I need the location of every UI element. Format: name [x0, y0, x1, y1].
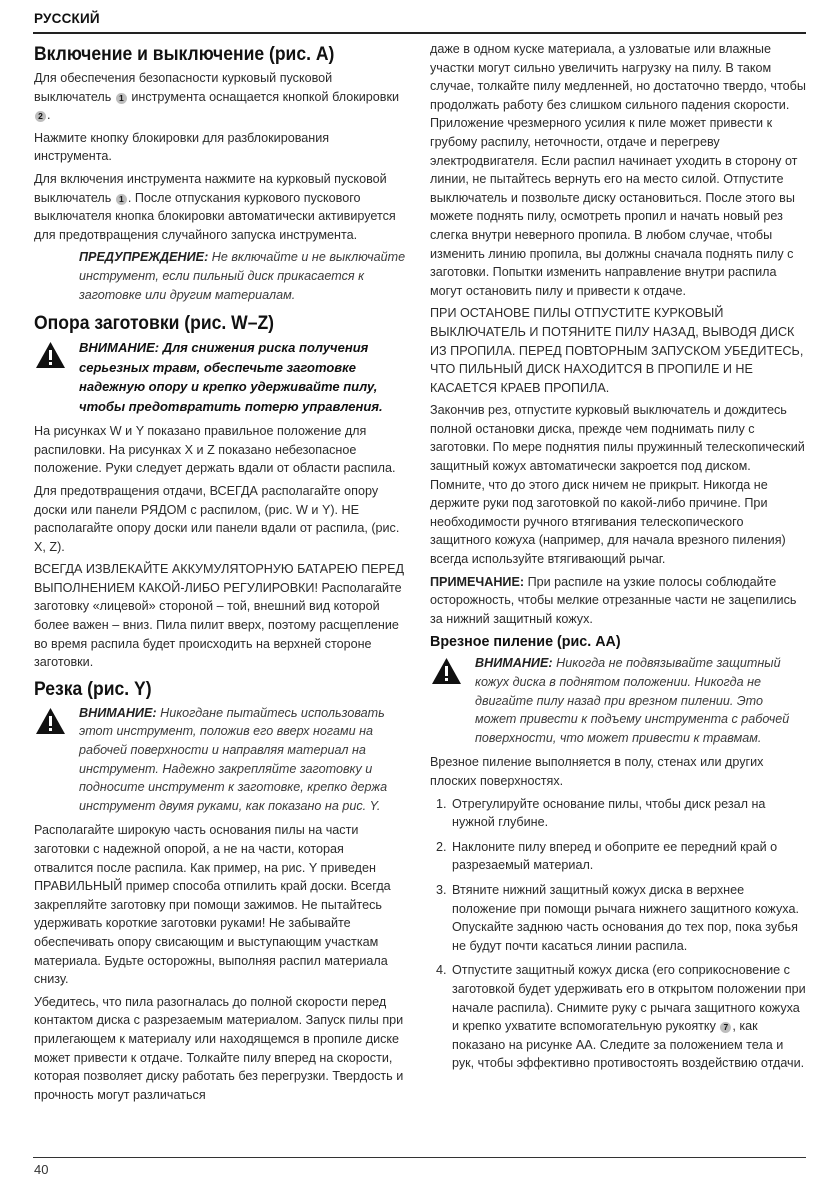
section-title-on-off: Включение и выключение (рис. A): [34, 43, 335, 65]
step-number: 1.: [436, 796, 447, 811]
caution-label: ПРЕДУПРЕЖДЕНИЕ:: [79, 250, 209, 265]
paragraph-switch-on: [34, 170, 406, 244]
step-text: Отрегулируйте основание пилы, чтобы диск резал на нужной глубине.: [452, 796, 766, 830]
caution-text: Не включайте и не выключайте инструмент, если пильный диск прикасается к заготовке или другим материалам.: [79, 250, 406, 302]
page-number: 40: [34, 1162, 49, 1177]
callout-number-2: 2: [35, 111, 46, 122]
callout-number-1: 1: [116, 194, 127, 205]
warning-triangle-icon: [35, 341, 66, 369]
step-text: Втяните нижний защитный кожух диска в верхнее положение при помощи рычага нижнего защитного кожуха. Опускайте заднюю часть основания до тех пор, пока зубья не будут почти касаться линии распила.: [452, 882, 799, 953]
paragraph-continued: даже в одном куске материала, а узловатые или влажные участки могут сильно увеличить нагрузку на пилу. В таком случае, толкайте пилу медленней, но достаточно твердо, чтобы продолжать работу без слишком сильного падения скорости. Приложение чрезмерного усилия к пиле может привести к грубому распилу, неточности, отдаче и перегреву электродвигателя. Если распил начинает уходить в сторону от линии, не пытайтесь вернуть его на место силой. Отпустите выключатель и позвольте диску остановиться. После этого вы можете поднять пилу, осмотреть пропил и начать новый рез слегка внутри неверного пропила. В любом случае, чтобы изменить линию пропила, вы должны сначала поднять пилу с заготовки. Попытки изменить направление внутри распила могут остановить пилу и привести к отдаче.: [430, 42, 806, 298]
text-run: .: [47, 108, 51, 123]
section-title-plunge-cut: Врезное пиление (рис. AA): [430, 634, 621, 651]
warning-label: ВНИМАНИЕ:: [79, 705, 157, 720]
callout-number-1: 1: [116, 93, 127, 104]
paragraph-plunge-intro: Врезное пиление выполняется в полу, стенах или других плоских поверхностях.: [430, 755, 764, 788]
paragraph-stop-caps: ПРИ ОСТАНОВЕ ПИЛЫ ОТПУСТИТЕ КУРКОВЫЙ ВЫКЛЮЧАТЕЛЬ И ПОТЯНИТЕ ПИЛУ НАЗАД, ВЫВОДЯ ДИСК ИЗ ПРОПИЛА. ПЕРЕД ПОВТОРНЫМ ЗАПУСКОМ УБЕДИТЕСЬ, ЧТО ПИЛЬНЫЙ ДИСК НАХОДИТСЯ В ПРОПИЛЕ И НЕ КАСАЕТСЯ КРАЕВ ПРОПИЛА.: [430, 306, 804, 395]
paragraph-unlock: Нажмите кнопку блокировки для разблокирования инструмента.: [34, 130, 330, 164]
paragraph-kickback: Для предотвращения отдачи, ВСЕГДА располагайте опору доски или панели РЯДОМ с распилом, (рис. W и Y). НЕ располагайте опору доски или панели вдали от распила, (рис. X, Z).: [34, 483, 400, 554]
step-number: 2.: [436, 839, 447, 854]
paragraph-finish-cut: Закончив рез, отпустите курковый выключатель и дождитесь полной остановки диска, прежде чем поднимать пилу с заготовки. По мере поднятия пилы пружинный телескопический защитный кожух автоматически закроется под диском. Помните, что до этого диск ничем не прикрыт. Никогда не держите руки под заготовкой по какой-либо причине. При необходимости ручного втягивания телескопического защитного кожуха (например, для начала врезного пиления) всегда используйте втягивающий рычаг.: [430, 403, 805, 567]
warning-text: [79, 704, 406, 816]
warning-text: ВНИМАНИЕ: Для снижения риска получения серьезных травм, обеспечьте заготовке надежную опору и крепко удерживайте пилу, чтобы предотвратить потерю управления.: [79, 340, 383, 414]
warning-label: ВНИМАНИЕ:: [475, 656, 553, 671]
step-number: 4.: [436, 963, 447, 978]
text-run: инструмента оснащается кнопкой блокировки: [131, 89, 400, 104]
paragraph-full-speed: Убедитесь, что пила разогналась до полной скорости перед контактом диска с разрезаемым материалом. Запуск пилы при прилегающем к материалу или находящемся в пропиле диске может привести к отдаче. Толкайте пилу вперед на скорости, которая позволяет диску работать без перегрузки. Твердость и прочность могут различаться: [34, 994, 404, 1102]
warning-block: [34, 338, 406, 416]
text-run: . После отпускания куркового пускового выключателя кнопка блокировки автоматически активируется для предотвращения случайного запуска инструмента.: [34, 190, 396, 242]
warning-triangle-icon: [35, 707, 66, 735]
text-run: , как показано на рисунке AA. Следите за положением тела и рук, чтобы эффективно противостоять воздействию отдачи.: [452, 1019, 805, 1071]
list-item: [430, 795, 806, 832]
paragraph-figures: На рисунках W и Y показано правильное положение для распиловки. На рисунках X и Z показано небезопасное положение. Руки следует держать вдали от области распила.: [34, 424, 396, 476]
step-number: 3.: [436, 882, 447, 897]
warning-block: [34, 704, 406, 816]
list-item: [430, 838, 806, 875]
section-title-workpiece-support: Опора заготовки (рис. W–Z): [34, 312, 275, 335]
text-run: Отпустите защитный кожух диска (его соприкосновение с заготовкой будет удерживать его в открытом положении при начале распила). Снимите руку с рычага защитного кожуха и крепко ухватите вспомогательную рукоятку: [452, 963, 806, 1034]
warning-triangle-icon: [431, 657, 462, 685]
list-item: [430, 961, 806, 1073]
note-text: При распиле на узкие полосы соблюдайте осторожность, чтобы мелкие отрезанные части не зацепились за нижний защитный кожух.: [430, 574, 797, 626]
steps-list: [430, 795, 806, 1073]
header-divider: [33, 32, 806, 34]
step-text: Наклоните пилу вперед и обоприте ее передний край о разрезаемый материал.: [452, 839, 778, 873]
section-title-cutting: Резка (рис. Y): [34, 677, 152, 700]
step-text: [452, 963, 806, 1070]
text-run: Никогда не подвязывайте защитный кожух диска в поднятом положении. Никогда не двигайте пилу назад при врезном пилении. Это может привести к подъему инструмента с рабочей поверхности, что может привести к травмам.: [475, 656, 790, 745]
paragraph-base-position: Располагайте широкую часть основания пилы на части заготовки с надежной опорой, а не на части, которая отвалится после распила. Как пример, на рис. Y приведен ПРАВИЛЬНЫЙ пример способа отпилить край доски. Всегда закрепляйте заготовку при помощи зажимов. Не пытайтесь удерживать короткие заготовки руками! Не забывайте обеспечивать опору свисающим и выступающим участкам материала. Будьте осторожны, выполняя распил материала снизу.: [34, 823, 391, 987]
left-column: [34, 40, 406, 1108]
paragraph-battery: ВСЕГДА ИЗВЛЕКАЙТЕ АККУМУЛЯТОРНУЮ БАТАРЕЮ ПЕРЕД ВЫПОЛНЕНИЕМ КАКОЙ-ЛИБО РЕГУЛИРОВКИ! Располагайте заготовку «лицевой» стороной – той, внешний вид которой более важен – вниз. Пила пилит вверх, поэтому расщепление во время распила будет происходить на верхней стороне заготовки.: [34, 562, 405, 670]
callout-number-7: 7: [720, 1022, 731, 1033]
note-paragraph: [430, 573, 806, 629]
right-column: [430, 40, 806, 1079]
warning-text: [475, 654, 806, 747]
text-run: Для обеспечения безопасности курковый пусковой выключатель: [34, 71, 333, 104]
list-item: [430, 881, 806, 955]
note-label: ПРИМЕЧАНИЕ:: [430, 574, 525, 589]
caution-note: [79, 248, 406, 304]
text-run: Для включения инструмента нажмите на курковый пусковой выключатель: [34, 171, 387, 205]
warning-block: [430, 654, 806, 747]
paragraph-switch-intro: [34, 69, 406, 125]
footer-divider: [33, 1157, 806, 1158]
language-label: РУССКИЙ: [34, 11, 100, 26]
text-run: Никогдане пытайтесь использовать этот инструмент, положив его вверх ногами на рабочей поверхности и направляя материал на инструмент. Надежно закрепляйте заготовку и подносите инструмент к заготовке, крепко держа инструмент двумя руками, как показано на рис. Y.: [79, 705, 388, 813]
